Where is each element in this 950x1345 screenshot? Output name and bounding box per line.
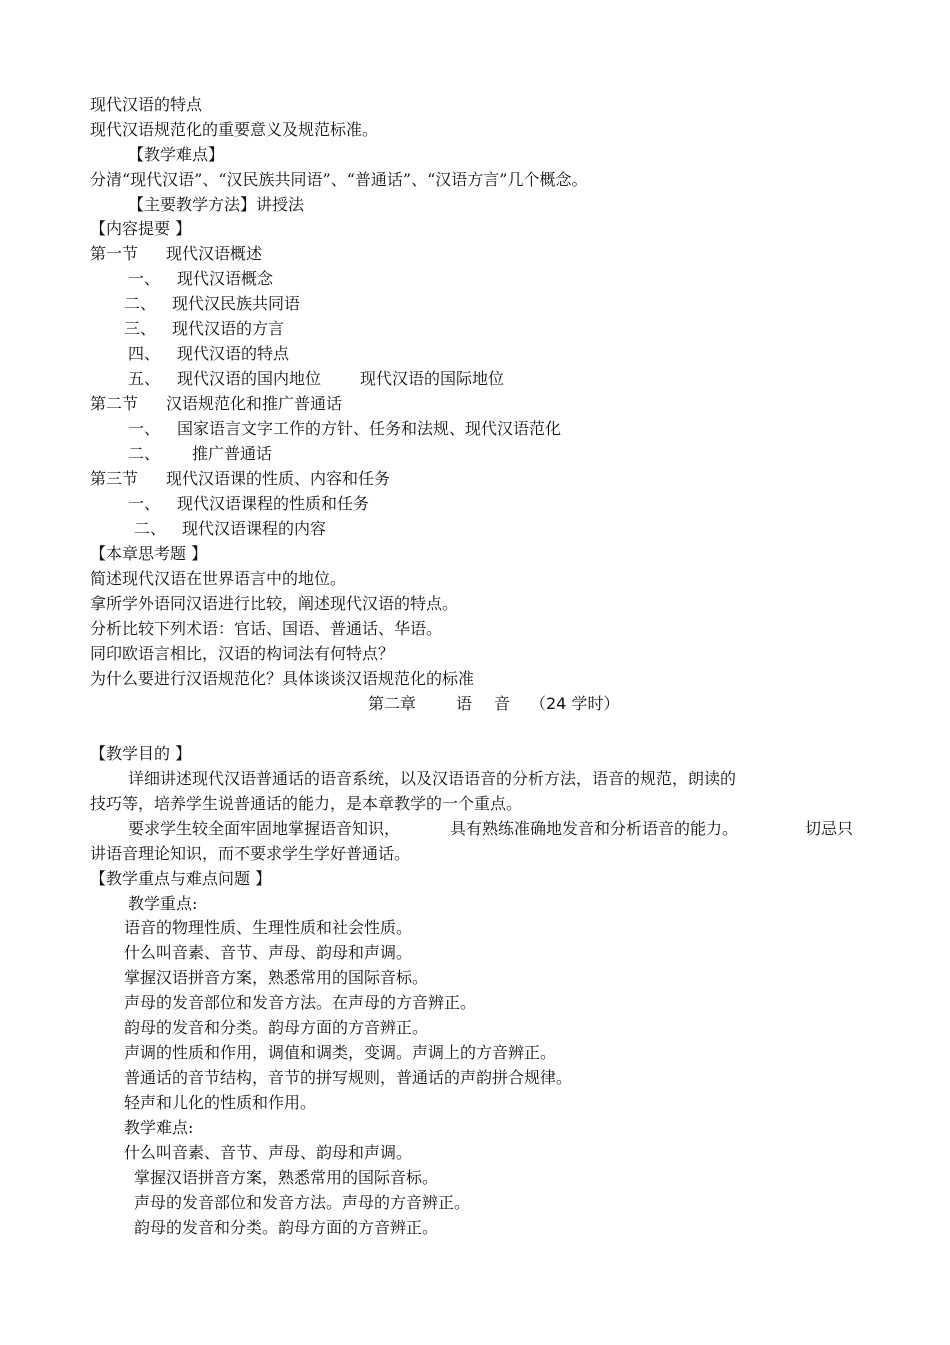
outline-section-title: 现代汉语课的性质、内容和任务 [166,469,391,488]
outline-item-text: 现代汉语课程的内容 [182,519,327,538]
outline-item-text: 现代汉语课程的性质和任务 [177,494,370,513]
text-line: 现代汉语规范化的重要意义及规范标准。 [90,120,379,139]
section-heading: 【主要教学方法】讲授法 [128,195,305,214]
outline-item-num: 三、 [124,319,157,338]
outline-item-text: 现代汉语概念 [177,269,274,288]
outline-item-text: 现代汉语的国际地位 [360,369,505,388]
outline-item-num: 二、 [128,444,161,463]
text-line: 现代汉语的特点 [90,95,203,114]
chapter-title: 音 [494,694,511,713]
key-point-item: 轻声和儿化的性质和作用。 [124,1093,317,1112]
outline-item-num: 一、 [128,494,161,513]
paragraph-line: 技巧等，培养学生说普通话的能力，是本章教学的一个重点。 [90,794,523,813]
paragraph-line: 要求学生较全面牢固地掌握语音知识， [128,819,401,838]
outline-section-label: 第三节 [90,469,139,488]
question-item: 拿所学外语同汉语进行比较，阐述现代汉语的特点。 [90,594,459,613]
paragraph-line: 具有熟练准确地发音和分析语音的能力。 [450,819,739,838]
outline-section-title: 现代汉语概述 [166,244,263,263]
outline-item-num: 二、 [134,519,167,538]
key-point-item: 什么叫音素、音节、声母、韵母和声调。 [124,943,413,962]
section-heading: 【教学重点与难点问题 】 [90,869,272,888]
outline-item-text: 推广普通话 [192,444,273,463]
outline-item-num: 一、 [128,269,161,288]
paragraph-line: 切忌只 [805,819,854,838]
difficulty-item: 韵母的发音和分类。韵母方面的方音辨正。 [134,1218,439,1237]
outline-item-text: 现代汉民族共同语 [172,294,301,313]
outline-item-num: 一、 [128,419,161,438]
question-item: 为什么要进行汉语规范化？具体谈谈汉语规范化的标准 [90,669,475,688]
chapter-hours: （24 学时） [530,694,620,713]
outline-item-num: 五、 [128,369,161,388]
difficulty-item: 什么叫音素、音节、声母、韵母和声调。 [124,1143,413,1162]
outline-section-label: 第一节 [90,244,139,263]
outline-section-title: 汉语规范化和推广普通话 [166,394,343,413]
key-point-item: 语音的物理性质、生理性质和社会性质。 [124,918,413,937]
paragraph-line: 详细讲述现代汉语普通话的语音系统，以及汉语语音的分析方法，语音的规范，朗读的 [128,769,737,788]
key-point-item: 声母的发音部位和发音方法。在声母的方音辨正。 [124,993,477,1012]
key-point-item: 普通话的音节结构，音节的拼写规则，普通话的声韵拼合规律。 [124,1068,573,1087]
outline-item-text: 现代汉语的方言 [172,319,285,338]
outline-item-text: 国家语言文字工作的方针、任务和法规、现代汉语范化 [177,419,562,438]
chapter-title: 语 [456,694,473,713]
section-heading: 【本章思考题 】 [90,544,208,563]
difficulty-item: 声母的发音部位和发音方法。声母的方音辨正。 [134,1193,471,1212]
outline-section-label: 第二节 [90,394,139,413]
section-heading: 【教学难点】 [128,145,225,164]
difficulty-item: 掌握汉语拼音方案，熟悉常用的国际音标。 [134,1168,439,1187]
question-item: 分析比较下列术语：官话、国语、普通话、华语。 [90,619,443,638]
section-heading: 【教学目的 】 [90,744,192,763]
sub-heading: 教学重点: [128,894,198,913]
text-line: 分清“现代汉语”、“汉民族共同语”、“普通话”、“汉语方言”几个概念。 [90,170,588,189]
outline-item-num: 二、 [124,294,157,313]
outline-item-text: 现代汉语的国内地位 [177,369,322,388]
outline-item-text: 现代汉语的特点 [177,344,290,363]
sub-heading: 教学难点: [124,1118,194,1137]
key-point-item: 韵母的发音和分类。韵母方面的方音辨正。 [124,1018,429,1037]
chapter-label: 第二章 [368,694,417,713]
question-item: 同印欧语言相比，汉语的构词法有何特点？ [90,644,395,663]
key-point-item: 掌握汉语拼音方案，熟悉常用的国际音标。 [124,968,429,987]
outline-item-num: 四、 [128,344,161,363]
section-heading: 【内容提要 】 [90,219,192,238]
key-point-item: 声调的性质和作用，调值和调类，变调。声调上的方音辨正。 [124,1043,557,1062]
paragraph-line: 讲语音理论知识，而不要求学生学好普通话。 [90,844,411,863]
question-item: 简述现代汉语在世界语言中的地位。 [90,569,347,588]
